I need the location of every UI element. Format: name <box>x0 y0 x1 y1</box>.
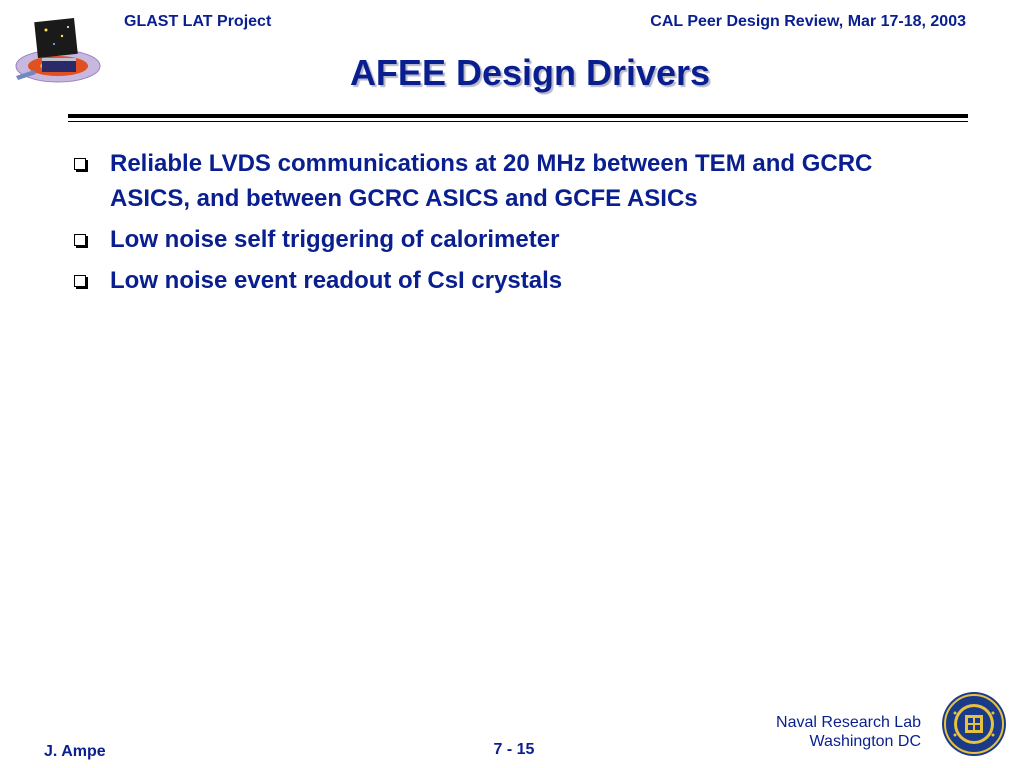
project-name: GLAST LAT Project <box>124 13 272 30</box>
bullet-text: Low noise self triggering of calorimeter <box>110 226 560 253</box>
bullet-list <box>70 146 950 304</box>
author: J. Ampe <box>44 743 106 760</box>
slide-title: AFEE Design Drivers <box>349 52 711 93</box>
bullet-item <box>70 222 950 257</box>
hollow-square-bullet-icon <box>74 275 86 287</box>
bullet-item <box>70 263 950 298</box>
event-name: CAL Peer Design Review, Mar 17-18, 2003 <box>650 13 966 30</box>
title-rule-thin <box>68 121 968 122</box>
page-number: 7 - 15 <box>493 741 535 758</box>
bullet-text: Reliable LVDS communications at 20 MHz between TEM and GCRC ASICS, and between GCRC ASICS and GCFE ASICs <box>110 150 873 212</box>
nrl-seal-icon <box>941 691 1007 757</box>
organization-location: Washington DC <box>809 733 921 750</box>
organization-name: Naval Research Lab <box>776 714 921 731</box>
hollow-square-bullet-icon <box>74 158 86 170</box>
title-rule-thick <box>68 114 968 118</box>
bullet-text: Low noise event readout of CsI crystals <box>110 267 563 294</box>
organization <box>776 713 921 751</box>
bullet-item <box>70 146 950 216</box>
hollow-square-bullet-icon <box>74 234 86 246</box>
